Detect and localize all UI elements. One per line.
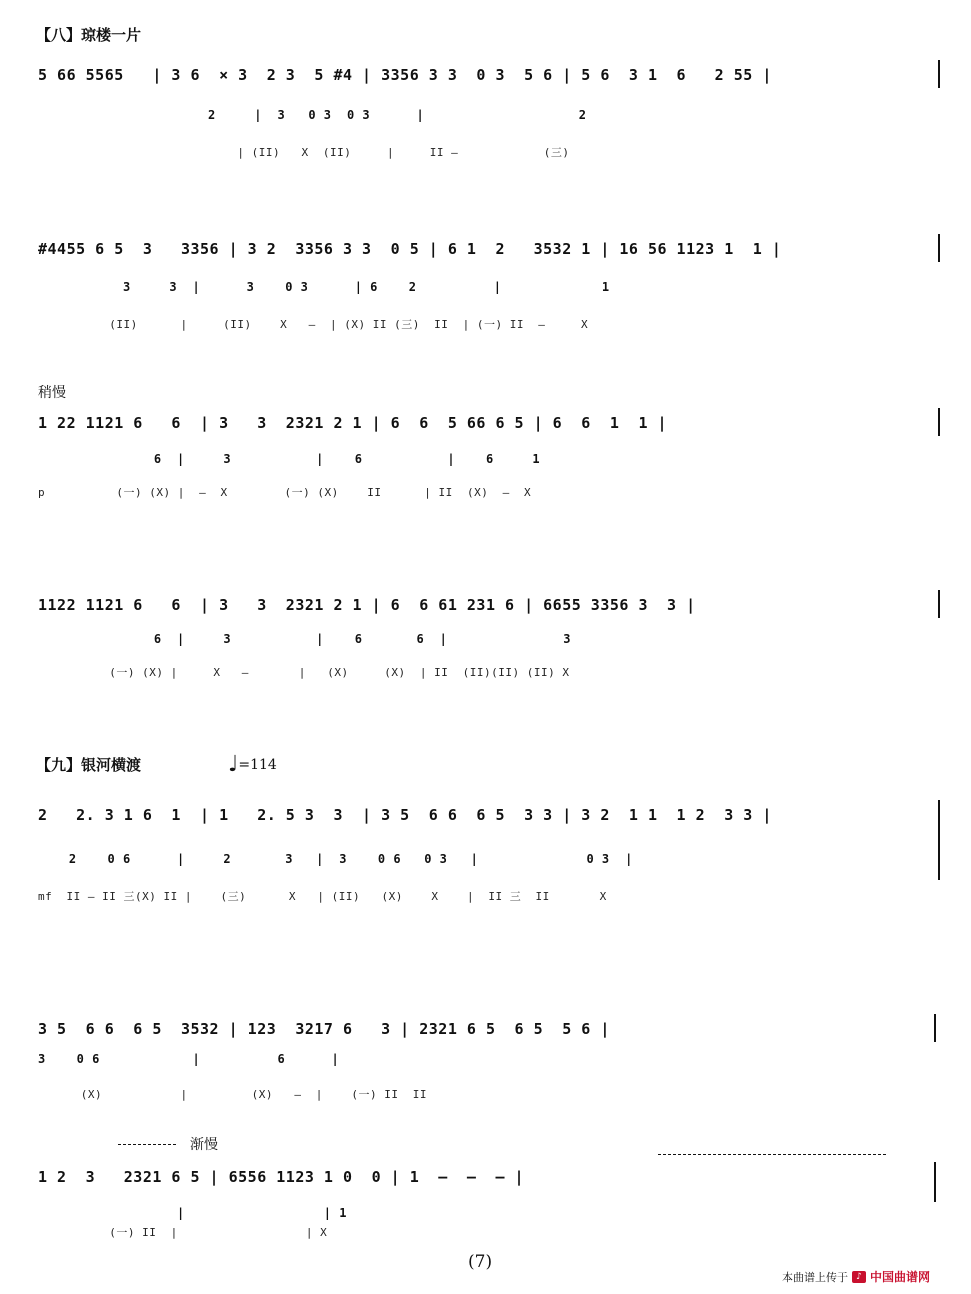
system5-marks: mf II – II 三(X) II | (三) X | (II) (X) X | II 三 II X [38, 890, 607, 903]
system6-percussion: 3 0 6 | 6 | [38, 1052, 340, 1066]
system3-melody: 1 22 1121 6 6 | 3 3 2321 2 1 | 6 6 5 66 6 5 | 6 6 1 1 | [38, 414, 668, 432]
system7-marks: (一) II | | X [38, 1226, 328, 1239]
gradually-slow-marking: 渐慢 [190, 1137, 218, 1153]
upload-credit [782, 1268, 930, 1285]
tempo-value: =114 [238, 757, 277, 773]
barline [938, 590, 940, 618]
slightly-slow-marking: 稍慢 [38, 385, 66, 401]
fermata-dash-line [118, 1144, 176, 1145]
barline [938, 234, 940, 262]
quarter-note-icon: ♩ [228, 752, 239, 777]
system5-percussion: 2 0 6 | 2 3 | 3 0 6 0 3 | 0 3 | [38, 852, 633, 866]
system1-percussion: 2 | 3 0 3 0 3 | 2 [38, 108, 587, 122]
system1-melody: 5 66 5565 | 3 6 × 3 2 3 5 #4 | 3356 3 3 0 3 5 6 | 5 6 3 1 6 2 55 | [38, 66, 772, 84]
system3-marks: p (一) (X) | – X (一) (X) II | II (X) – X [38, 486, 532, 499]
barline [938, 60, 940, 88]
tempo-marking [228, 752, 277, 777]
barline [934, 1162, 936, 1202]
site-logo-icon: ♪ [852, 1271, 866, 1283]
site-name: 中国曲谱网 [870, 1270, 931, 1284]
system2-marks: (II) | (II) X – | (X) II (三) II | (一) II – X [38, 318, 589, 331]
barline [938, 800, 940, 880]
system2-melody: #4455 6 5 3 3356 | 3 2 3356 3 3 0 5 | 6 1 2 3532 1 | 16 56 1123 1 1 | [38, 240, 782, 258]
system6-melody: 3 5 6 6 6 5 3532 | 123 3217 6 3 | 2321 6 5 6 5 5 6 | [38, 1020, 610, 1038]
upload-credit-text: 本曲谱上传于 [782, 1270, 848, 1284]
system7-percussion: | | 1 [38, 1206, 347, 1220]
ending-dash-line [658, 1154, 886, 1155]
system3-percussion: 6 | 3 | 6 | 6 1 [38, 452, 541, 466]
system5-melody: 2 2. 3 1 6 1 | 1 2. 5 3 3 | 3 5 6 6 6 5 3 3 | 3 2 1 1 1 2 3 3 | [38, 806, 772, 824]
system2-percussion: 3 3 | 3 0 3 | 6 2 | 1 [38, 280, 610, 294]
page-number: (7) [468, 1252, 493, 1272]
section-eight-title: 【八】琼楼一片 [36, 26, 142, 44]
system4-percussion: 6 | 3 | 6 6 | 3 [38, 632, 571, 646]
system7-melody: 1 2 3 2321 6 5 | 6556 1123 1 0 0 | 1 – – – | [38, 1168, 525, 1186]
section-nine-title: 【九】银河横渡 [36, 756, 142, 774]
system6-marks: (X) | (X) – | (一) II II [38, 1088, 427, 1101]
barline [938, 408, 940, 436]
system4-melody: 1122 1121 6 6 | 3 3 2321 2 1 | 6 6 61 231 6 | 6655 3356 3 3 | [38, 596, 696, 614]
barline [934, 1014, 936, 1042]
system1-marks: | (II) X (II) | II – (三) [38, 146, 570, 159]
system4-marks: (一) (X) | X – | (X) (X) | II (II)(II) (II) X [38, 666, 570, 679]
